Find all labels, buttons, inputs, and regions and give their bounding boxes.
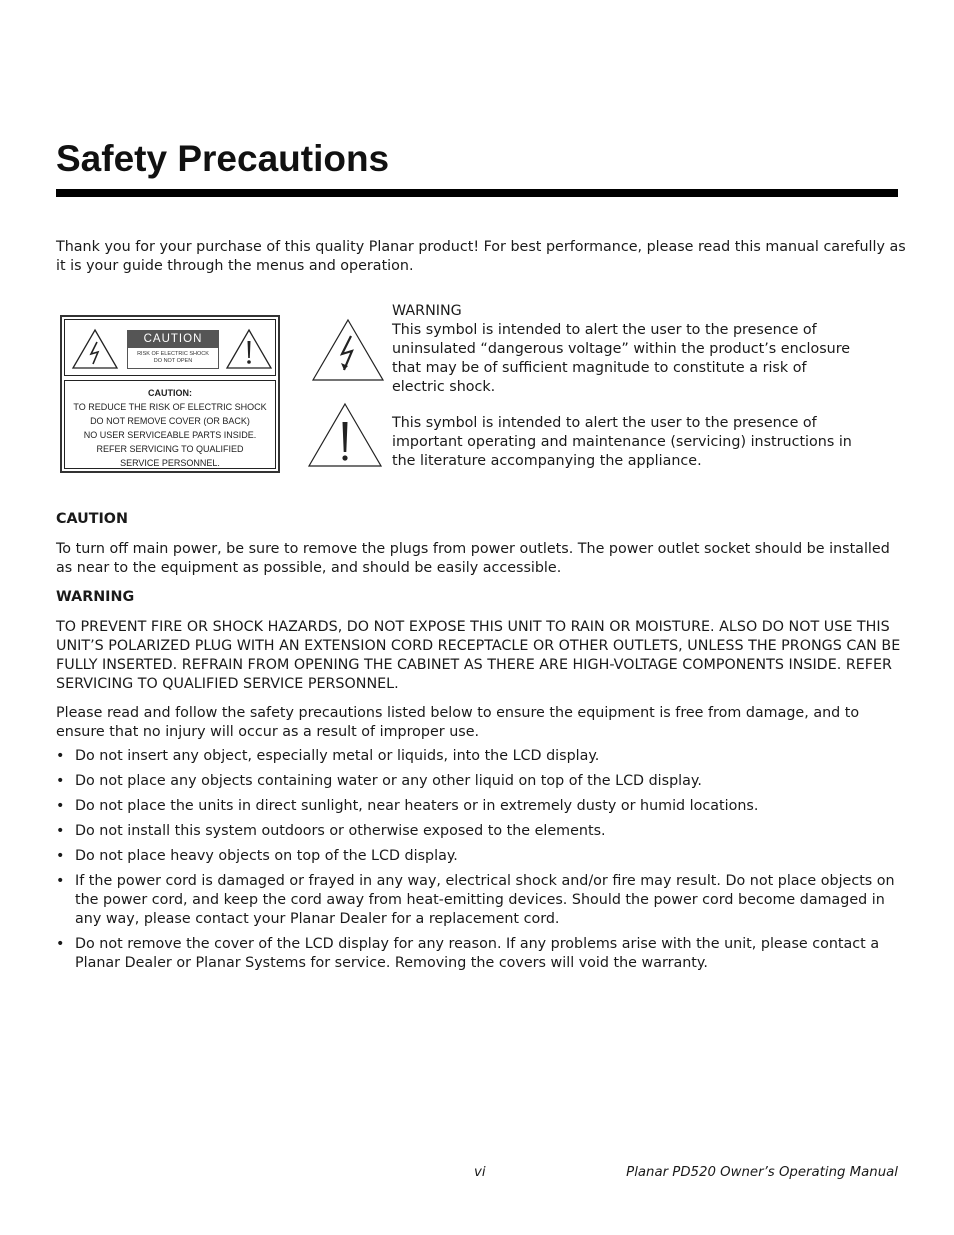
list-item: • Do not remove the cover of the LCD display for any reason. If any problems arise with the unit, please contact a Planar Dealer or Planar Systems for service. Removing the covers will void the warranty. [56,936,880,971]
list-item: • Do not insert any object, especially metal or liquids, into the LCD display. [56,748,600,764]
list-item: • Do not install this system outdoors or otherwise exposed to the elements. [56,823,606,839]
caution-label-line: REFER SERVICING TO QUALIFIED [96,444,244,454]
caution-label-line: SERVICE PERSONNEL. [120,458,220,468]
risk-line-1: RISK OF ELECTRIC SHOCK [137,351,209,357]
page-title: Safety Precautions [56,138,390,179]
caution-tag: CAUTION [127,330,219,347]
bullet-dot: • [56,773,65,789]
manual-title: Planar PD520 Owner’s Operating Manual [626,1165,898,1180]
intro-paragraph: Thank you for your purchase of this quality Planar product! For best performance, please read this manual carefully as it is your guide through the menus and operation. [56,239,906,274]
exclamation-triangle-icon [225,328,273,370]
bullet-dot: • [56,848,65,864]
warning-symbol-head: WARNING [392,303,462,319]
list-item: • Do not place the units in direct sunlight, near heaters or in extremely dusty or humid locations. [56,798,759,814]
risk-box [127,347,219,369]
page-number: vi [474,1165,486,1180]
precautions-intro: Please read and follow the safety precautions listed below to ensure the equipment is free from damage, and to ensure that no injury will occur as a result of improper use. [56,705,860,740]
list-item: • Do not place any objects containing water or any other liquid on top of the LCD display. [56,773,702,789]
bullet-dot: • [56,798,65,814]
caution-label-head: CAUTION: [148,388,192,398]
warning-symbol-block [392,302,852,397]
risk-line-2: DO NOT OPEN [153,358,193,364]
precautions-list [56,747,898,979]
voltage-warning-icon [311,318,385,382]
bullet-dot: • [56,748,65,764]
caution-label-line: DO NOT REMOVE COVER (OR BACK) [90,416,250,426]
list-item: • Do not place heavy objects on top of the LCD display. [56,848,458,864]
caution-label [60,315,280,473]
caution-label-line: TO REDUCE THE RISK OF ELECTRIC SHOCK [73,402,267,412]
bullet-dot: • [56,936,65,952]
voltage-symbol-text: This symbol is intended to alert the user to the presence of uninsulated “dangerous voltage” within the product’s enclosure that may be of sufficient magnitude to constitute a risk of electric shock. [392,322,851,395]
warning-text: TO PREVENT FIRE OR SHOCK HAZARDS, DO NOT EXPOSE THIS UNIT TO RAIN OR MOISTURE. ALSO DO NOT USE THIS UNIT’S POLARIZED PLUG WITH AN EXTENSION CORD RECEPTACLE OR OTHER OUTLETS, UNLESS THE PRONGS CAN BE FULLY INSERTED. REFRAIN FROM OPENING THE CABINET AS THERE ARE HIGH-VOLTAGE COMPONENTS INSIDE. REFER SERVICING TO QUALIFIED SERVICE PERSONNEL. [56,619,901,692]
warning-heading: WARNING [56,589,135,605]
caution-label-line: NO USER SERVICEABLE PARTS INSIDE. [83,430,257,440]
caution-heading: CAUTION [56,511,128,527]
caution-text: To turn off main power, be sure to remove the plugs from power outlets. The power outlet socket should be installed as near to the equipment as possible, and should be easily accessible. [56,541,890,576]
exclamation-symbol-text: This symbol is intended to alert the user to the presence of important operating and maintenance (servicing) instructions in the literature accompanying the appliance. [392,415,852,469]
lightning-triangle-icon [71,328,119,370]
exclamation-warning-icon [307,402,383,468]
bullet-dot: • [56,873,65,889]
list-item: • If the power cord is damaged or frayed in any way, electrical shock and/or fire may result. Do not place objects on the power cord, and keep the cord away from heat-emitting devices. Should the power cord become damaged in any way, please contact your Planar Dealer for a replacement cord. [56,873,895,927]
title-rule [56,189,898,197]
caution-label-bottom [64,380,276,469]
caution-label-top [64,319,276,376]
bullet-dot: • [56,823,65,839]
